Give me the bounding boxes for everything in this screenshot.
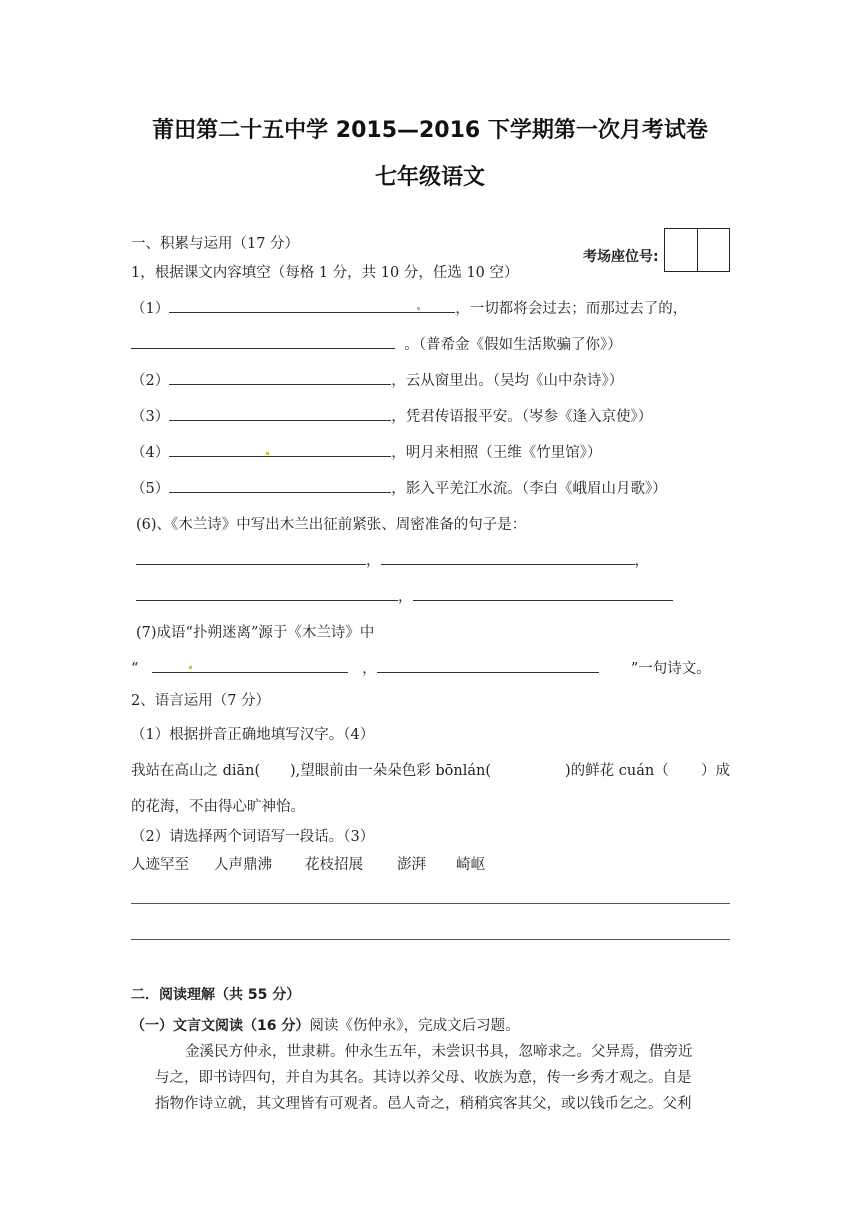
sub-instruction: 阅读《伤仲永》，完成文后习题。 — [309, 1018, 520, 1034]
q1-item7-blanks — [131, 657, 711, 678]
q2-word-4: 澎湃 — [397, 857, 426, 873]
comma: ， — [366, 553, 381, 569]
q1-item6-blanks-2 — [136, 585, 673, 606]
seat-label: 考场座位号: — [583, 249, 659, 265]
q1-item6: (6)、《木兰诗》中写出木兰出征前紧张、周密准备的句子是： — [136, 517, 527, 533]
sub-heading: （一）文言文阅读（16 分） — [131, 1018, 310, 1034]
q2-word-3: 花枝招展 — [305, 857, 363, 873]
blank-line[interactable] — [169, 298, 455, 313]
stray-dot — [266, 452, 269, 455]
blank-line[interactable] — [169, 406, 391, 421]
item-number: （5） — [131, 481, 170, 497]
passage-line-1: 金溪民方仲永，世隶耕。仲永生五年，未尝识书具，忽啼求之。父异焉，借旁近 — [185, 1044, 693, 1060]
section2-heading: 二．阅读理解（共 55 分） — [131, 987, 301, 1003]
open-quote: “ — [131, 661, 139, 677]
q2-pinyin-a: 我站在高山之 diān( — [131, 763, 261, 779]
seat-number-box[interactable] — [664, 228, 730, 272]
passage-line-2: 与之，即书诗四句，并自为其名。其诗以养父母、收族为意，传一乡秀才观之。自是 — [155, 1070, 692, 1086]
q1-intro: 1，根据课文内容填空（每格 1 分，共 10 分，任选 10 空） — [131, 265, 519, 281]
close-quote-text: ”一句诗文。 — [630, 661, 711, 677]
q1-item4 — [131, 441, 601, 462]
answer-line-1[interactable] — [131, 903, 730, 904]
stray-dot — [189, 666, 192, 669]
item-text: ，凭君传语报平安。（岑参《逢入京使》） — [391, 409, 653, 425]
exam-title: 莆田第二十五中学 2015—2016 下学期第一次月考试卷 — [152, 118, 708, 143]
q2-pinyin-c: )的鲜花 cuán（ — [565, 763, 669, 779]
item-number: （4） — [131, 445, 170, 461]
section2-sub — [131, 1014, 520, 1035]
item-text: ，影入平羌江水流。（李白《峨眉山月歌》） — [391, 481, 667, 497]
q2-heading: 2、语言运用（7 分） — [131, 693, 271, 709]
blank-line[interactable] — [413, 586, 673, 601]
item-number: （1） — [131, 301, 170, 317]
blank-line[interactable] — [136, 550, 366, 565]
item-text: ，云从窗里出。（吴均《山中杂诗》） — [391, 373, 624, 389]
q1-item7: (7)成语“扑朔迷离”源于《木兰诗》中 — [136, 625, 375, 641]
q2-word-2: 人声鼎沸 — [214, 857, 272, 873]
blank-line[interactable] — [381, 550, 635, 565]
item-text: ，一切都将会过去；而那过去了的， — [455, 301, 688, 317]
blank-line[interactable] — [136, 586, 398, 601]
q2-sub2: （2）请选择两个词语写一段话。（3） — [131, 829, 375, 845]
passage-line-3: 指物作诗立就，其文理皆有可观者。邑人奇之，稍稍宾客其父，或以钱币乞之。父利 — [155, 1096, 692, 1112]
comma: ， — [362, 661, 377, 677]
blank-line[interactable] — [152, 658, 348, 673]
q1-item1-line2 — [131, 333, 622, 354]
q2-sub1: （1）根据拼音正确地填写汉字。（4） — [131, 727, 375, 743]
item-text: ，明月来相照（王维《竹里馆》） — [391, 445, 602, 461]
stray-dot — [417, 307, 420, 310]
blank-line[interactable] — [377, 658, 599, 673]
blank-line[interactable] — [131, 334, 395, 349]
q1-item1 — [131, 297, 687, 318]
q1-item5 — [131, 477, 667, 498]
blank-line[interactable] — [169, 478, 391, 493]
comma: ， — [398, 589, 413, 605]
q2-pinyin-b: ),望眼前由一朵朵色彩 bōnlán( — [290, 763, 492, 779]
blank-line[interactable] — [169, 442, 391, 457]
section1-heading: 一、积累与运用（17 分） — [131, 236, 300, 252]
item-text: 。（普希金《假如生活欺骗了你》） — [404, 337, 622, 353]
blank-line[interactable] — [169, 370, 391, 385]
exam-subtitle: 七年级语文 — [374, 165, 485, 190]
comma: ， — [634, 553, 649, 569]
item-number: （2） — [131, 373, 170, 389]
q1-item6-blanks-1 — [136, 549, 649, 570]
q2-word-5: 崎岖 — [456, 857, 485, 873]
q1-item2 — [131, 369, 623, 390]
q2-pinyin-line2: 的花海，不由得心旷神怡。 — [131, 799, 305, 815]
item-number: （3） — [131, 409, 170, 425]
q2-word-1: 人迹罕至 — [131, 857, 189, 873]
q1-item3 — [131, 405, 652, 426]
q2-pinyin-d: ）成 — [701, 763, 730, 779]
answer-line-2[interactable] — [131, 939, 730, 940]
